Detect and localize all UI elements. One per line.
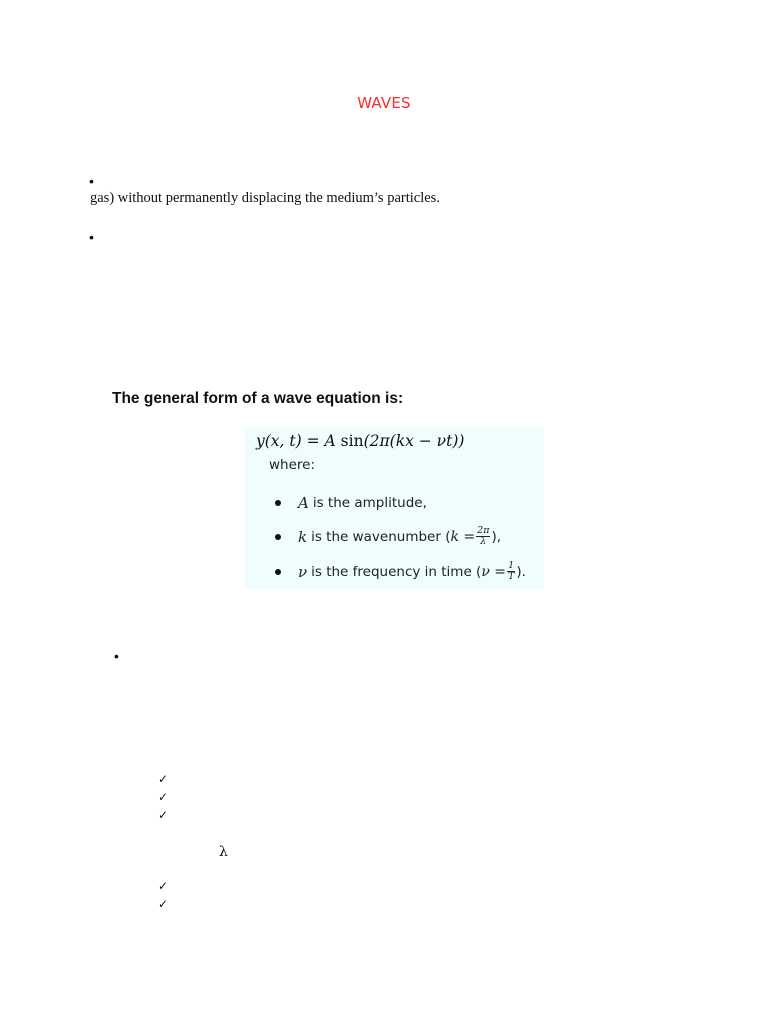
checkmark-icon: ✓ <box>158 879 169 893</box>
where-label: where: <box>269 457 316 473</box>
equation-item-amplitude: A is the amplitude, <box>275 494 427 512</box>
bullet-dot <box>275 534 281 540</box>
equation-item-frequency: ν is the frequency in time ( ν = $\frac{1}{T}$ ). <box>275 561 526 582</box>
fraction-2pi-over-lambda: $\frac{2\pi}{\lambda}$ <box>477 525 490 547</box>
page-title: WAVES <box>357 94 411 112</box>
equation-item-wavenumber: k is the wavenumber ( k = $\frac{2\pi}{\lambda}$ ), <box>275 526 501 547</box>
bullet-dot <box>275 569 281 575</box>
bullet-2: • <box>89 229 94 245</box>
wave-equation: y(x, t) = A sin(2π(kx − νt)) <box>256 432 465 450</box>
body-paragraph: gas) without permanently displacing the medium’s particles. <box>90 190 440 206</box>
bullet-1: • <box>89 173 94 189</box>
bullet-dot <box>275 500 281 506</box>
bullet-3: • <box>114 648 119 664</box>
equation-box <box>245 427 544 589</box>
lambda-symbol: λ <box>219 844 228 860</box>
section-heading: The general form of a wave equation is: <box>112 390 404 407</box>
fraction-1-over-T: $\frac{1}{T}$ <box>508 560 515 582</box>
checkmark-icon: ✓ <box>158 772 169 786</box>
checkmark-icon: ✓ <box>158 790 169 804</box>
checkmark-icon: ✓ <box>158 808 169 822</box>
checkmark-icon: ✓ <box>158 897 169 911</box>
